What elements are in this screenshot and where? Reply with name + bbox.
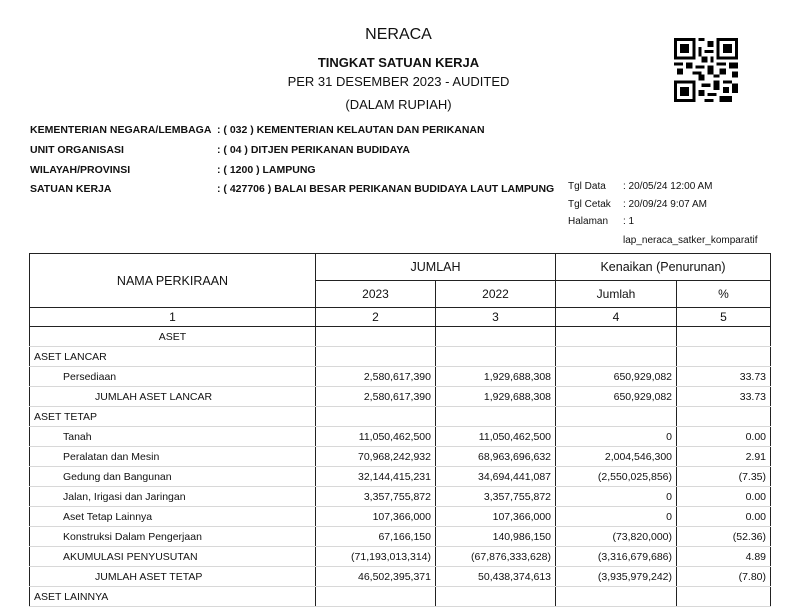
row-name: JUMLAH ASET LANCAR [30,387,316,407]
col-number-4: 4 [556,308,677,327]
report-currency: (DALAM RUPIAH) [345,97,452,112]
row-change-amount: 650,929,082 [556,387,677,407]
table-row [30,367,771,387]
col-header-nama-perkiraan: NAMA PERKIRAAN [30,254,316,308]
row-change-percent [677,587,771,607]
row-value-2022 [436,327,556,347]
meta-value-satker: : ( 427706 ) BALAI BESAR PERIKANAN BUDIDAYA LAUT LAMPUNG [217,183,555,195]
col-header-percent: % [677,281,771,308]
table-row [30,527,771,547]
row-value-2023 [316,407,436,427]
row-value-2023: 70,968,242,932 [316,447,436,467]
col-header-kenaikan: Kenaikan (Penurunan) [556,254,771,281]
row-value-2023: 46,502,395,371 [316,567,436,587]
row-name: Aset Tetap Lainnya [30,507,316,527]
row-value-2022: 140,986,150 [436,527,556,547]
row-value-2023: 67,166,150 [316,527,436,547]
row-change-percent: 2.91 [677,447,771,467]
col-header-2023: 2023 [316,281,436,308]
row-name: Tanah [30,427,316,447]
row-change-amount: 0 [556,487,677,507]
row-value-2023: 2,580,617,390 [316,387,436,407]
table-row [30,567,771,587]
row-name: ASET LANCAR [30,347,316,367]
halaman-label: Halaman [568,216,609,227]
row-name: Jalan, Irigasi dan Jaringan [30,487,316,507]
row-value-2022 [436,347,556,367]
table-row [30,447,771,467]
row-change-amount: 0 [556,507,677,527]
row-value-2022: 50,438,374,613 [436,567,556,587]
report-title: NERACA [365,26,432,43]
row-value-2022: 107,366,000 [436,507,556,527]
report-period: PER 31 DESEMBER 2023 - AUDITED [287,74,510,89]
table-row [30,327,771,347]
row-value-2023: 107,366,000 [316,507,436,527]
row-change-amount [556,347,677,367]
col-number-3: 3 [436,308,556,327]
row-change-amount: 650,929,082 [556,367,677,387]
table-row [30,487,771,507]
row-change-amount: 0 [556,427,677,447]
row-name: ASET [30,327,316,347]
row-change-amount [556,587,677,607]
row-name: ASET TETAP [30,407,316,427]
row-value-2023: 2,580,617,390 [316,367,436,387]
row-change-amount: 2,004,546,300 [556,447,677,467]
meta-label-satker: SATUAN KERJA [30,183,112,195]
row-name: Persediaan [30,367,316,387]
meta-value-unit: : ( 04 ) DITJEN PERIKANAN BUDIDAYA [217,144,410,156]
row-change-percent: 0.00 [677,487,771,507]
row-value-2023: 11,050,462,500 [316,427,436,447]
row-name: Konstruksi Dalam Pengerjaan [30,527,316,547]
row-change-percent: 4.89 [677,547,771,567]
report-code: lap_neraca_satker_komparatif [623,235,758,246]
col-header-jumlah-diff: Jumlah [556,281,677,308]
tgl-data-label: Tgl Data [568,181,606,192]
row-change-amount: (73,820,000) [556,527,677,547]
row-name: ASET LAINNYA [30,587,316,607]
row-value-2023 [316,327,436,347]
halaman-value: : 1 [623,216,635,227]
row-change-percent: 0.00 [677,427,771,447]
row-value-2022 [436,407,556,427]
row-change-percent: (7.35) [677,467,771,487]
row-change-percent: 33.73 [677,387,771,407]
row-value-2022: (67,876,333,628) [436,547,556,567]
tgl-cetak-value: : 20/09/24 9:07 AM [623,199,707,210]
row-value-2022: 11,050,462,500 [436,427,556,447]
row-change-amount [556,407,677,427]
tgl-cetak-label: Tgl Cetak [568,199,611,210]
table-row [30,547,771,567]
balance-sheet-table [29,253,771,607]
row-change-percent [677,327,771,347]
row-name: JUMLAH ASET TETAP [30,567,316,587]
row-value-2022: 34,694,441,087 [436,467,556,487]
row-change-percent: (7.80) [677,567,771,587]
report-subtitle: TINGKAT SATUAN KERJA [317,55,480,70]
row-change-amount [556,327,677,347]
row-value-2022: 68,963,696,632 [436,447,556,467]
row-value-2022: 3,357,755,872 [436,487,556,507]
row-change-amount: (3,935,979,242) [556,567,677,587]
tgl-data-value: : 20/05/24 12:00 AM [623,181,713,192]
meta-label-unit: UNIT ORGANISASI [30,144,124,156]
table-row [30,507,771,527]
meta-label-kementerian: KEMENTERIAN NEGARA/LEMBAGA [30,124,212,136]
row-value-2023: 32,144,415,231 [316,467,436,487]
row-value-2023 [316,587,436,607]
row-value-2022 [436,587,556,607]
row-change-amount: (3,316,679,686) [556,547,677,567]
table-row [30,347,771,367]
col-number-2: 2 [316,308,436,327]
table-row [30,587,771,607]
row-change-percent [677,347,771,367]
meta-label-wilayah: WILAYAH/PROVINSI [30,164,131,176]
meta-value-wilayah: : ( 1200 ) LAMPUNG [217,164,316,176]
row-value-2023: 3,357,755,872 [316,487,436,507]
row-name: Peralatan dan Mesin [30,447,316,467]
row-name: AKUMULASI PENYUSUTAN [30,547,316,567]
row-value-2023 [316,347,436,367]
row-change-percent: 33.73 [677,367,771,387]
row-change-amount: (2,550,025,856) [556,467,677,487]
col-number-1: 1 [30,308,316,327]
row-change-percent: (52.36) [677,527,771,547]
row-change-percent [677,407,771,427]
table-row [30,467,771,487]
qr-code-icon [674,38,738,102]
row-name: Gedung dan Bangunan [30,467,316,487]
row-value-2022: 1,929,688,308 [436,367,556,387]
col-header-2022: 2022 [436,281,556,308]
meta-value-kementerian: : ( 032 ) KEMENTERIAN KELAUTAN DAN PERIKANAN [217,124,485,136]
row-value-2023: (71,193,013,314) [316,547,436,567]
table-row [30,427,771,447]
row-change-percent: 0.00 [677,507,771,527]
col-header-jumlah: JUMLAH [316,254,556,281]
col-number-5: 5 [677,308,771,327]
table-row [30,387,771,407]
row-value-2022: 1,929,688,308 [436,387,556,407]
table-row [30,407,771,427]
